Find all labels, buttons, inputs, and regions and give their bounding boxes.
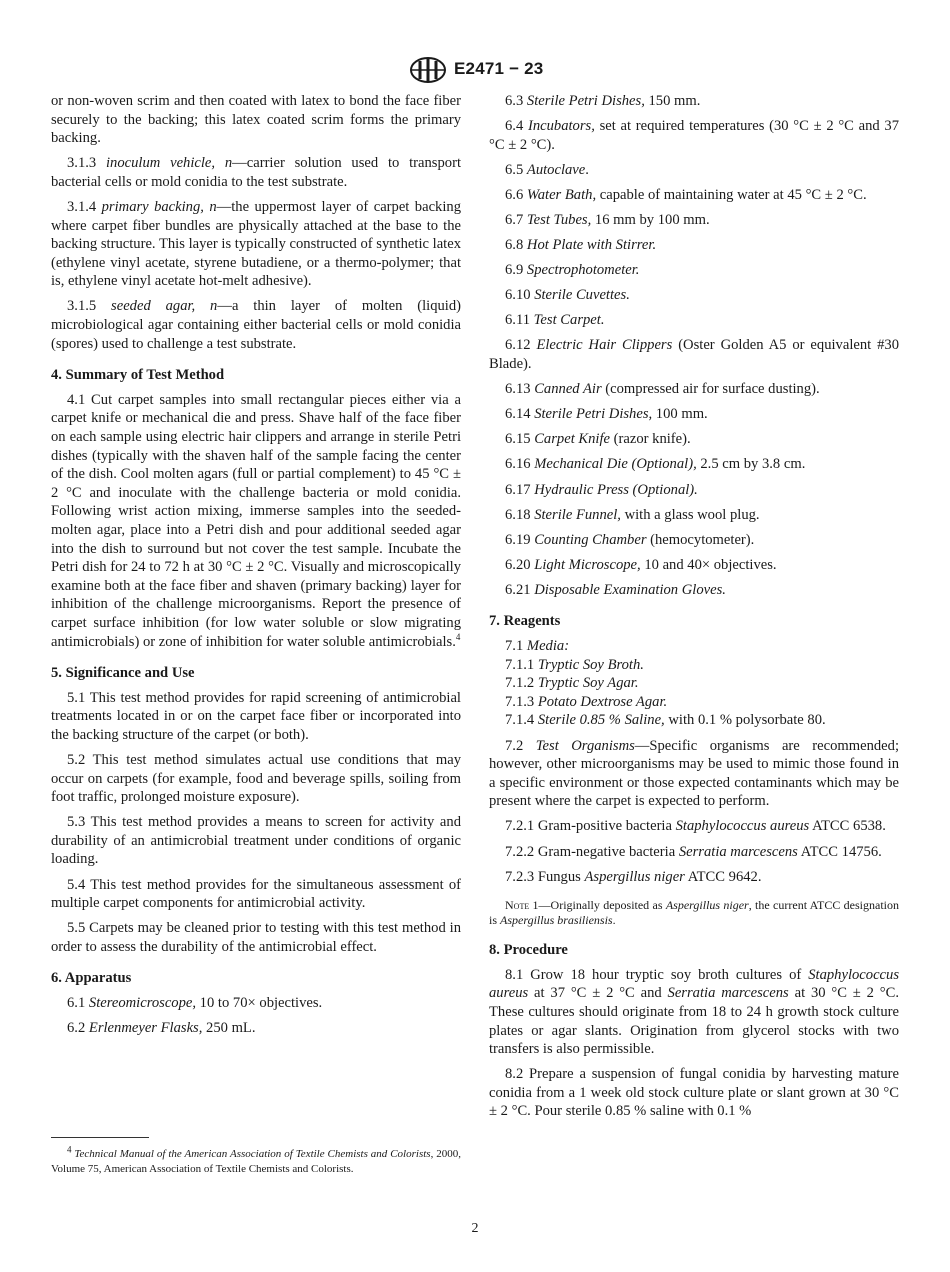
- apparatus-6-14: 6.14 Sterile Petri Dishes, 100 mm.: [505, 406, 708, 423]
- footnote-4: $^4$ Technical Manual of the American Association of Textile Chemists and Colorists, 2000, Volume 75, American Association of Textile Chemists and Colorists.: [51, 1144, 461, 1175]
- section-5-heading: 5. Significance and Use: [51, 665, 195, 682]
- apparatus-6-3: 6.3 Sterile Petri Dishes, 150 mm.: [505, 93, 701, 109]
- definition-3-1-3: 3.1.3 inoculum vehicle, n—carrier solution used to transport bacterial cells or mold conidia to the test substrate.: [51, 155, 461, 190]
- footnote-divider: [51, 1137, 149, 1138]
- reagent-7-2-1: 7.2.1 Gram-positive bacteria Staphylococcus aureus ATCC 6538.: [505, 818, 886, 835]
- document-id: E2471 − 23: [454, 59, 544, 78]
- page-number: 2: [471, 1221, 479, 1236]
- apparatus-6-17: 6.17 Hydraulic Press (Optional).: [505, 481, 698, 498]
- paragraph-8-2: 8.2 Prepare a suspension of fungal conidia by harvesting mature conidia from a 1 week old stock culture plate or slant grown at 30 °C ± 2 °C. Pour sterile 0.85 % saline with 0.1 %: [489, 1066, 899, 1120]
- reagent-7-1-1: 7.1.1 Tryptic Soy Broth.: [505, 656, 644, 673]
- apparatus-6-11: 6.11 Test Carpet.: [505, 312, 605, 329]
- right-column: [489, 92, 899, 1128]
- reagent-7-1-4: 7.1.4 Sterile 0.85 % Saline, with 0.1 % polysorbate 80.: [505, 712, 826, 729]
- apparatus-6-13: 6.13 Canned Air (compressed air for surface dusting).: [505, 381, 820, 398]
- left-column: [51, 92, 461, 1044]
- paragraph-8-1: 8.1 Grow 18 hour tryptic soy broth cultures of Staphylococcus aureus at 37 °C ± 2 °C and Serratia marcescens at 30 °C ± 2 °C. These cultures should originate from 18 to 24 h growth stock culture plates or agar slants. Origination from glycerol stocks with two transfers is also permissible.: [489, 966, 899, 1058]
- reagent-7-1-2: 7.1.2 Tryptic Soy Agar.: [505, 675, 639, 692]
- apparatus-6-20: 6.20 Light Microscope, 10 and 40× objectives.: [505, 556, 777, 573]
- apparatus-6-19: 6.19 Counting Chamber (hemocytometer).: [505, 531, 755, 548]
- apparatus-6-4: 6.4 Incubators, set at required temperatures (30 °C ± 2 °C and 37 °C ± 2 °C).: [489, 118, 899, 153]
- definition-3-1-4: 3.1.4 primary backing, n—the uppermost layer of carpet backing where carpet fiber bundles are physically attached at the base to the backing structure. This layer is typically constructed of synthetic latex (ethylene vinyl acetate, styrene butadiene, or a thermo-polymer; that is, ethylene vinyl acetate hot-melt adhesive).: [51, 198, 461, 290]
- paragraph-5-2: 5.2 This test method simulates actual use conditions that may occur on carpets (for example, food and beverage spills, soiling from foot traffic, prolonged moisture exposure).: [51, 752, 461, 806]
- apparatus-6-2: 6.2 Erlenmeyer Flasks, 250 mL.: [67, 1020, 256, 1037]
- reagent-7-2: 7.2 Test Organisms—Specific organisms are recommended; however, other microorganisms may be used to mimic those found in a specific environment or those expected contaminants which may be present where the carpet is expected to perform.: [489, 737, 899, 810]
- apparatus-6-18: 6.18 Sterile Funnel, with a glass wool plug.: [505, 506, 760, 523]
- apparatus-6-1: 6.1 Stereomicroscope, 10 to 70× objectives.: [67, 995, 323, 1012]
- section-4-heading: 4. Summary of Test Method: [51, 367, 225, 384]
- apparatus-6-16: 6.16 Mechanical Die (Optional), 2.5 cm by 3.8 cm.: [505, 456, 806, 473]
- apparatus-6-12: 6.12 Electric Hair Clippers (Oster Golden A5 or equivalent #30 Blade).: [489, 337, 899, 373]
- page-header: [0, 57, 950, 83]
- intro-paragraph: or non-woven scrim and then coated with latex to bond the face fiber securely to the backing; this latex coated scrim forms the primary backing.: [51, 93, 461, 147]
- apparatus-6-8: 6.8 Hot Plate with Stirrer.: [505, 237, 657, 254]
- apparatus-6-6: 6.6 Water Bath, capable of maintaining water at 45 °C ± 2 °C.: [505, 186, 867, 203]
- reagent-7-2-3: 7.2.3 Fungus Aspergillus niger ATCC 9642.: [505, 868, 762, 885]
- apparatus-6-15: 6.15 Carpet Knife (razor knife).: [505, 431, 691, 448]
- reagent-7-1-3: 7.1.3 Potato Dextrose Agar.: [505, 693, 668, 710]
- definition-3-1-5: 3.1.5 seeded agar, n—a thin layer of molten (liquid) microbiological agar containing either bacterial cells or mold conidia (spores) used to challenge a test substrate.: [51, 298, 462, 352]
- reagent-7-2-2: 7.2.2 Gram-negative bacteria Serratia marcescens ATCC 14756.: [505, 843, 882, 860]
- apparatus-6-5: 6.5 Autoclave.: [505, 161, 589, 178]
- paragraph-5-5: 5.5 Carpets may be cleaned prior to testing with this test method in order to assess the durability of the antimicrobial effect.: [51, 920, 461, 955]
- paragraph-4-1: 4.1 Cut carpet samples into small rectangular pieces either via a carpet knife or mechanical die and press. Shave half of the face fiber on each sample using electric hair clippers and arrange in sterile Petri dishes (typically with the shaven half of the sample facing the center of the dish. Cool molten agars (full or partial complement) to 45 °C ± 2 °C and inoculate with the challenge bacteria or mold conidia. Following wrist action mixing, immerse samples into the seeded-molten agar, place into a Petri dish and pour additional seeded agar into the dish to surround but not cover the test sample. Incubate the Petri dish for 24 to 72 h at 30 °C ± 2 °C. Visually and microscopically examine both at the face fiber and shaven (primary backing) layer for inhibition of the challenge microorganisms. Report the presence of carpet surface inhibition (for low water soluble or slow migrating antimicrobials) or zone of inhibition for water soluble antimicrobials.$^4$: [51, 391, 461, 650]
- reagent-7-1: 7.1 Media:: [505, 638, 570, 655]
- paragraph-5-4: 5.4 This test method provides for the simultaneous assessment of multiple carpet components for antimicrobial activity.: [51, 876, 461, 912]
- apparatus-6-10: 6.10 Sterile Cuvettes.: [505, 287, 630, 304]
- astm-logo-icon: [408, 57, 448, 83]
- section-7-heading: 7. Reagents: [489, 613, 561, 630]
- paragraph-5-1: 5.1 This test method provides for rapid screening of antimicrobial treatments located in or on the carpet face fiber or incorporated into the backing structure of the carpet (or both).: [51, 689, 461, 743]
- section-6-heading: 6. Apparatus: [51, 970, 132, 987]
- apparatus-6-7: 6.7 Test Tubes, 16 mm by 100 mm.: [505, 211, 710, 228]
- paragraph-5-3: 5.3 This test method provides a means to screen for activity and durability of an antimicrobial treatment under conditions of organic loading.: [51, 814, 461, 868]
- apparatus-6-21: 6.21 Disposable Examination Gloves.: [505, 581, 726, 598]
- note-1: Note 1—Originally deposited as Aspergillus niger, the current ATCC designation is Aspergillus brasiliensis.: [489, 898, 900, 928]
- section-8-heading: 8. Procedure: [489, 942, 568, 959]
- apparatus-6-9: 6.9 Spectrophotometer.: [505, 262, 640, 279]
